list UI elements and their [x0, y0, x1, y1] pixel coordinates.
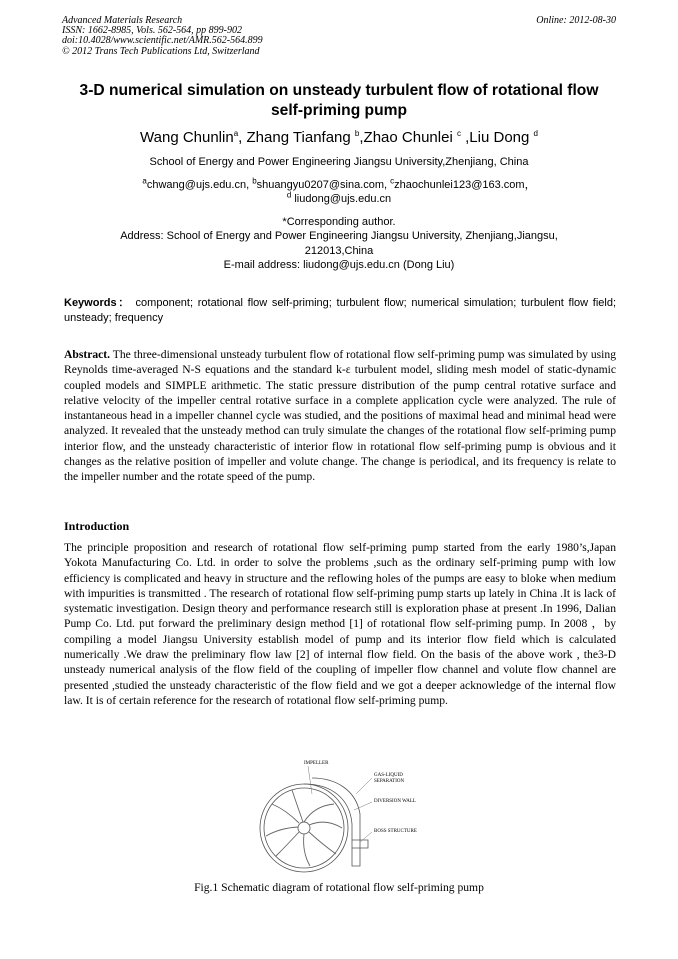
email-b: shuangyu0207@sina.com,: [256, 179, 391, 191]
author-name: Zhao Chunlei: [363, 129, 457, 146]
impeller-blades: [266, 790, 342, 866]
abstract-label: Abstract.: [64, 348, 111, 361]
keywords-label: Keywords：: [64, 297, 131, 309]
author-list: [60, 129, 618, 147]
journal-doi: doi:10.4028/www.scientific.net/AMR.562-564.899: [62, 35, 263, 47]
abstract-text: The three-dimensional unsteady turbulent flow of rotational flow self-priming pump was simulated by using Reynolds time-averaged N-S equations and the standard k-ε turbulent model, sliding mesh model of static-dynamic coupled models and SIMPLE arithmetic. The static pressure distribution of the pump central rotative surface and relative velocity of the impeller central rotative surface in a complete application cycle were analyzed. The rule of instantaneous head in a impeller channel cycle was studied, and the positions of maximal head and minimal head were analyzed. It revealed that the unsteady method can truly simulate the changes of the rotational flow self-priming pump interior flow, and the unsteady characteristic of interior flow in rotational flow self-priming pump is obvious and it changes as the relative position of impeller and volute change. The change is periodical, and its frequency is relate to the impeller number and the rotate speed of the pump.: [64, 348, 616, 484]
journal-issn: ISSN: 1662-8985, Vols. 562-564, pp 899-902: [62, 25, 242, 37]
email-d: liudong@ujs.edu.cn: [291, 193, 392, 205]
paper-title-line-1: 3-D numerical simulation on unsteady turbulent flow of rotational flow: [79, 82, 599, 99]
figure-caption: Fig.1 Schematic diagram of rotational flow self-priming pump: [194, 881, 484, 894]
journal-copyright: © 2012 Trans Tech Publications Ltd, Switzerland: [62, 45, 260, 57]
introduction-text: The principle proposition and research of rotational flow self-priming pump started from the early 1980’s,Japan Yokota Manufacturing Co. Ltd. in order to solve the problems ,such as the ordinary self-priming pump with low efficiency is complicated and heavy in structure and the reflowing holes of the pumps are easy to bloke when medium with impurities is transmitted . The research of rotational flow self-priming pump starts up lately in China .It is lack of systematic investigation. Design theory and performance research still is exploration phase at present .In 1996, Dalian Pump Co. Ltd. put forward the preliminary design method [1] of rotational flow self-priming pump. In 2008 ，by compiling a model Jiangsu University establish model of pump and its interior flow field which is calculated numerically .We draw the preliminary flow law [2] of internal flow field. On the basis of the above work , the3-D unsteady numerical analysis of the flow field of the coupling of impeller flow channel and volute flow channel are presented ,studied the unsteady characteristic of the flow field and we got a deeper acknowledge of the internal flow law. It is of certain reference for the research of rotational flow self-priming pump.: [64, 541, 616, 707]
author-name: Zhang Tianfang: [246, 129, 355, 146]
label-gas-liquid: GAS-LIQUID: [374, 773, 403, 778]
online-date: Online: 2012-08-30: [536, 15, 616, 26]
keywords: [64, 296, 616, 326]
author-sup: a: [233, 129, 239, 138]
author-name: Liu Dong: [469, 129, 534, 146]
author-sep: ,: [460, 129, 470, 146]
author-sup: c: [456, 129, 461, 138]
paper-title: [60, 81, 618, 121]
corresponding-author-block: [60, 215, 618, 272]
corresponding-address-1: Address: School of Energy and Power Engineering Jiangsu University, Zhenjiang,Jiangsu,: [120, 230, 558, 243]
pump-schematic-figure: [252, 754, 442, 874]
affiliation: School of Energy and Power Engineering Jiangsu University,Zhenjiang, China: [149, 156, 529, 168]
author-emails: $^a$chwang@ujs.edu.cn, $^b$shuangyu0207@sina.com, $^c$zhaochunlei123@163.com， $^d$ liudong@ujs.edu.cn: [142, 176, 536, 205]
author-sep: ,: [238, 129, 247, 146]
email-c: zhaochunlei123@163.com，: [394, 179, 536, 191]
corresponding-note: *Corresponding author.: [282, 216, 396, 228]
introduction-heading: Introduction: [64, 519, 130, 533]
label-impeller: IMPELLER: [304, 761, 329, 766]
label-boss-structure: BOSS STRUCTURE: [374, 829, 417, 834]
corresponding-address-2: 212013,China: [304, 244, 374, 257]
author-sup: b: [354, 129, 360, 138]
paper-title-line-2: self-priming pump: [270, 102, 407, 119]
label-diversion-wall: DIVERSION WALL: [374, 799, 416, 804]
author-sup: d: [533, 129, 538, 138]
pump-volute: [260, 778, 368, 872]
keywords-text: component; rotational flow self-priming; turbulent flow; numerical simulation; turbulent flow field; unsteady; frequency: [64, 297, 617, 324]
email-a: chwang@ujs.edu.cn,: [146, 179, 253, 191]
author-sep: ,: [359, 129, 364, 146]
label-separation: SEPARATION: [374, 779, 405, 784]
corresponding-email: E-mail address: liudong@ujs.edu.cn (Dong Liu): [223, 258, 455, 271]
figure-leader-lines: [308, 766, 372, 842]
author-name: Wang Chunlin: [140, 129, 234, 146]
abstract: [64, 347, 616, 485]
journal-name: Advanced Materials Research: [62, 15, 183, 26]
journal-header: [62, 16, 263, 57]
